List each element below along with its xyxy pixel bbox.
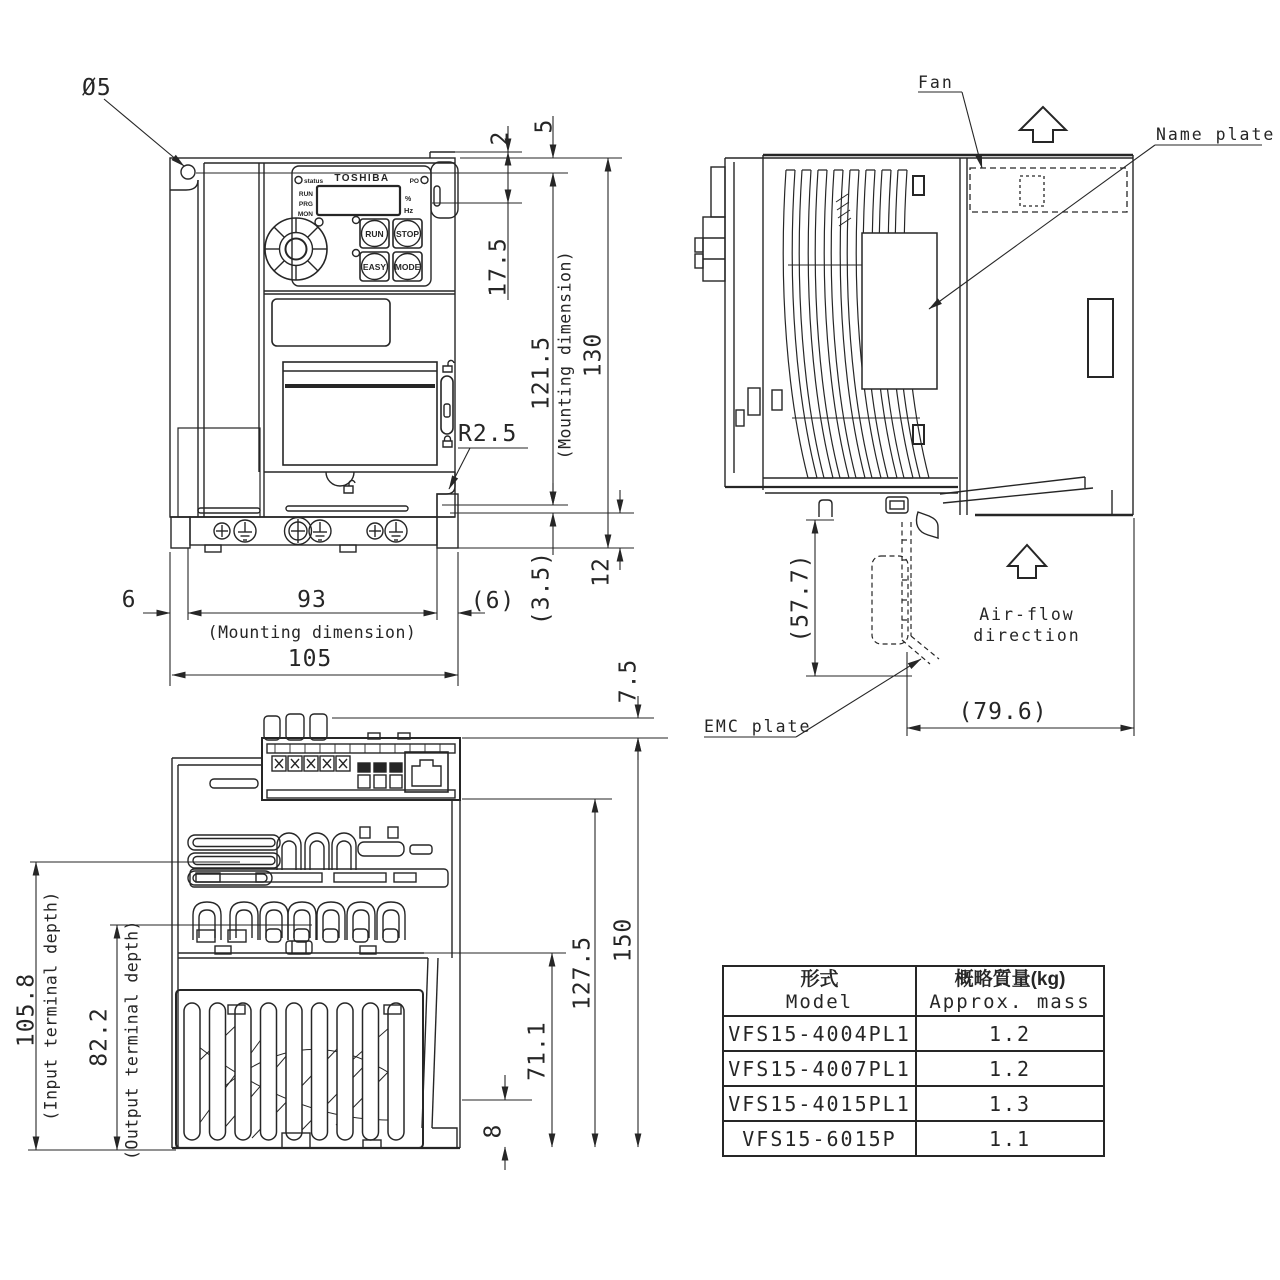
prg-indicator-label: PRG xyxy=(298,201,313,208)
status-led-label: status xyxy=(304,178,324,185)
table-row xyxy=(723,1121,1104,1156)
run-led xyxy=(353,217,360,224)
mass-header-en: Approx. mass xyxy=(929,991,1091,1013)
mass-cell: 1.1 xyxy=(916,1121,1104,1156)
unlock-icon xyxy=(344,480,355,493)
lock-icon xyxy=(443,436,452,447)
control-terminal-screws xyxy=(272,756,350,771)
dim-hole-offset: 5 xyxy=(531,118,558,134)
name-plate-label: Name plate xyxy=(1156,125,1276,144)
dim-height: 130 xyxy=(580,332,607,378)
airflow-up-arrow-bottom xyxy=(1008,545,1046,578)
jog-wheel[interactable] xyxy=(265,218,327,280)
fan-label: Fan xyxy=(918,73,954,92)
airflow-label-line2: direction xyxy=(973,626,1081,645)
dim-output-depth: 82.2 xyxy=(86,1007,113,1067)
dim-hole-dia: Ø5 xyxy=(82,75,112,101)
po-led xyxy=(421,177,428,184)
easy-button-label: EASY xyxy=(362,262,387,272)
mode-button[interactable] xyxy=(393,252,422,281)
front-midbody xyxy=(264,291,455,465)
table-row xyxy=(723,1051,1104,1086)
model-cell: VFS15-6015P xyxy=(723,1121,916,1156)
dim-right-offset: (6) xyxy=(470,588,516,614)
status-led xyxy=(295,177,302,184)
bottom-view xyxy=(172,714,460,1148)
airflow-label-line1: Air-flow xyxy=(979,605,1075,624)
dim-mounting-v-note: (Mounting dimension) xyxy=(555,250,575,460)
side-view xyxy=(695,107,1133,664)
terminal-screws xyxy=(214,518,407,545)
mode-button-label: MODE xyxy=(394,262,421,272)
wheel-led xyxy=(315,218,323,226)
vent-slots xyxy=(184,1003,404,1140)
hz-unit-label: Hz xyxy=(404,206,414,215)
side-panel xyxy=(862,233,937,389)
dim-left-offset: 6 xyxy=(121,587,137,613)
model-cell: VFS15-4004PL1 xyxy=(723,1016,916,1051)
col-header-mass xyxy=(916,966,1104,1016)
easy-button[interactable] xyxy=(360,252,389,281)
emc-plate-outline xyxy=(872,522,939,664)
run-indicator-label: RUN xyxy=(298,191,313,198)
dim-side-depth: (79.6) xyxy=(958,699,1048,725)
din-clip-upper xyxy=(913,176,924,195)
vent-grille xyxy=(172,990,460,1148)
rear-slot xyxy=(1088,299,1113,377)
mass-cell: 1.2 xyxy=(916,1051,1104,1086)
dim-panel-top: 17.5 xyxy=(485,237,512,297)
mon-indicator-label: MON xyxy=(297,211,313,218)
stop-button[interactable] xyxy=(393,219,422,248)
front-outline xyxy=(170,152,458,517)
run-button-label: RUN xyxy=(365,229,384,239)
cover-latch[interactable] xyxy=(441,360,454,447)
dim-bottom-gap: (3.5) xyxy=(528,550,555,626)
dim-depth: 150 xyxy=(610,917,637,963)
fan-outline xyxy=(970,168,1127,212)
front-view xyxy=(170,152,458,552)
dim-mounting-h-note: (Mounting dimension) xyxy=(207,623,417,642)
stop-button-label: STOP xyxy=(396,229,419,239)
model-mass-table xyxy=(722,965,1103,1157)
easy-led xyxy=(353,250,360,257)
table-row xyxy=(723,1086,1104,1121)
mass-cell: 1.2 xyxy=(916,1016,1104,1051)
dim-foot-8: 8 xyxy=(480,1123,507,1139)
table-row xyxy=(723,1016,1104,1051)
dim-input-note: (Input terminal depth) xyxy=(41,891,61,1121)
dim-vent-depth: 71.1 xyxy=(524,1021,551,1081)
power-terminal-arches xyxy=(193,902,405,942)
side-rear xyxy=(913,158,1127,515)
dim-top-step: 2 xyxy=(487,130,514,146)
dim-mounting-h: 93 xyxy=(297,587,327,613)
front-bottom-band xyxy=(171,472,458,552)
airflow-up-arrow-top xyxy=(1020,107,1066,142)
dim-foot: 12 xyxy=(588,557,615,587)
brand-logo: TOSHIBA xyxy=(334,173,390,184)
keypad-buttons xyxy=(353,217,423,282)
mass-cell: 1.3 xyxy=(916,1086,1104,1121)
po-led-label: PO xyxy=(409,178,419,185)
terminal-cover xyxy=(283,362,437,465)
front-lower-cover xyxy=(170,428,455,517)
dim-width: 105 xyxy=(287,646,333,672)
dim-corner-radius: R2.5 xyxy=(458,421,518,447)
seven-segment-display xyxy=(317,186,400,215)
model-header-en: Model xyxy=(785,991,854,1013)
model-cell: VFS15-4015PL1 xyxy=(723,1086,916,1121)
dim-output-note: (Output terminal depth) xyxy=(122,920,142,1160)
dim-bump: 7.5 xyxy=(615,658,642,704)
emc-plate-label: EMC plate xyxy=(704,717,812,736)
col-header-model xyxy=(723,966,916,1016)
control-terminal-block xyxy=(262,714,460,800)
model-cell: VFS15-4007PL1 xyxy=(723,1051,916,1086)
dim-mounting-v: 121.5 xyxy=(528,335,555,411)
dim-emc-offset: (57.7) xyxy=(787,553,814,643)
model-header-cjk: 形式 xyxy=(800,969,839,990)
unlock-icon xyxy=(443,360,454,372)
nameplate-window xyxy=(272,299,390,346)
percent-unit-label: % xyxy=(405,196,412,203)
table-header-row xyxy=(723,966,1104,1016)
mass-header-cjk: 概略質量(kg) xyxy=(954,969,1066,990)
side-dimensions xyxy=(704,73,1275,737)
airflow-arrows xyxy=(1008,107,1066,578)
rj45-port[interactable] xyxy=(405,752,448,792)
run-button[interactable] xyxy=(360,219,389,248)
dim-mid-depth: 127.5 xyxy=(569,935,596,1011)
dim-input-depth: 105.8 xyxy=(13,972,40,1048)
